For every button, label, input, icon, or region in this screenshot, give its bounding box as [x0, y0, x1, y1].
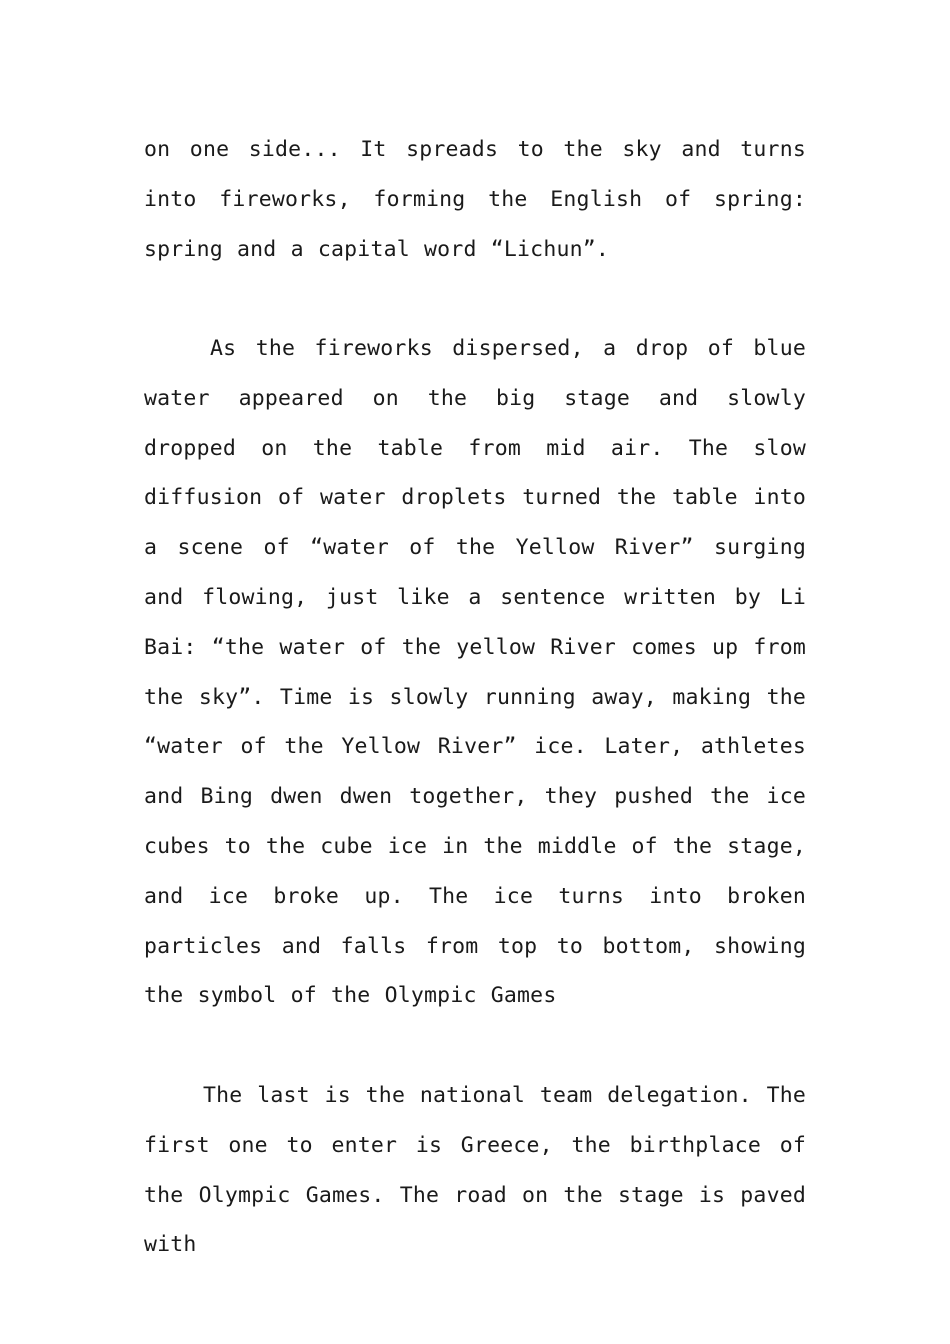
- paragraph-3-text: The last is the national team delegation. The first one to enter is Greece, the birthplace of the Olympic Games. The road on the stage is paved with: [144, 1083, 806, 1258]
- paragraph-3: [144, 1071, 806, 1270]
- paragraph-2-text: As the fireworks dispersed, a drop of blue water appeared on the big stage and slowly dropped on the table from mid air. The slow diffusion of water droplets turned the table into a scene of “water of the Yellow River” surging and flowing, just like a sentence written by Li Bai: “the water of the yellow River comes up from the sky”. Time is slowly running away, making the “water of the Yellow River” ice. Later, athletes and Bing dwen dwen together, they pushed the ice cubes to the cube ice in the middle of the stage, and ice broke up. The ice turns into broken particles and falls from top to bottom, showing the symbol of the Olympic Games: [144, 336, 806, 1009]
- paragraph-2: [144, 324, 806, 1021]
- paragraph-1: [144, 125, 806, 274]
- paragraph-1-text: on one side... It spreads to the sky and turns into fireworks, forming the English of spring: spring and a capital word “Lichun”.: [144, 137, 806, 262]
